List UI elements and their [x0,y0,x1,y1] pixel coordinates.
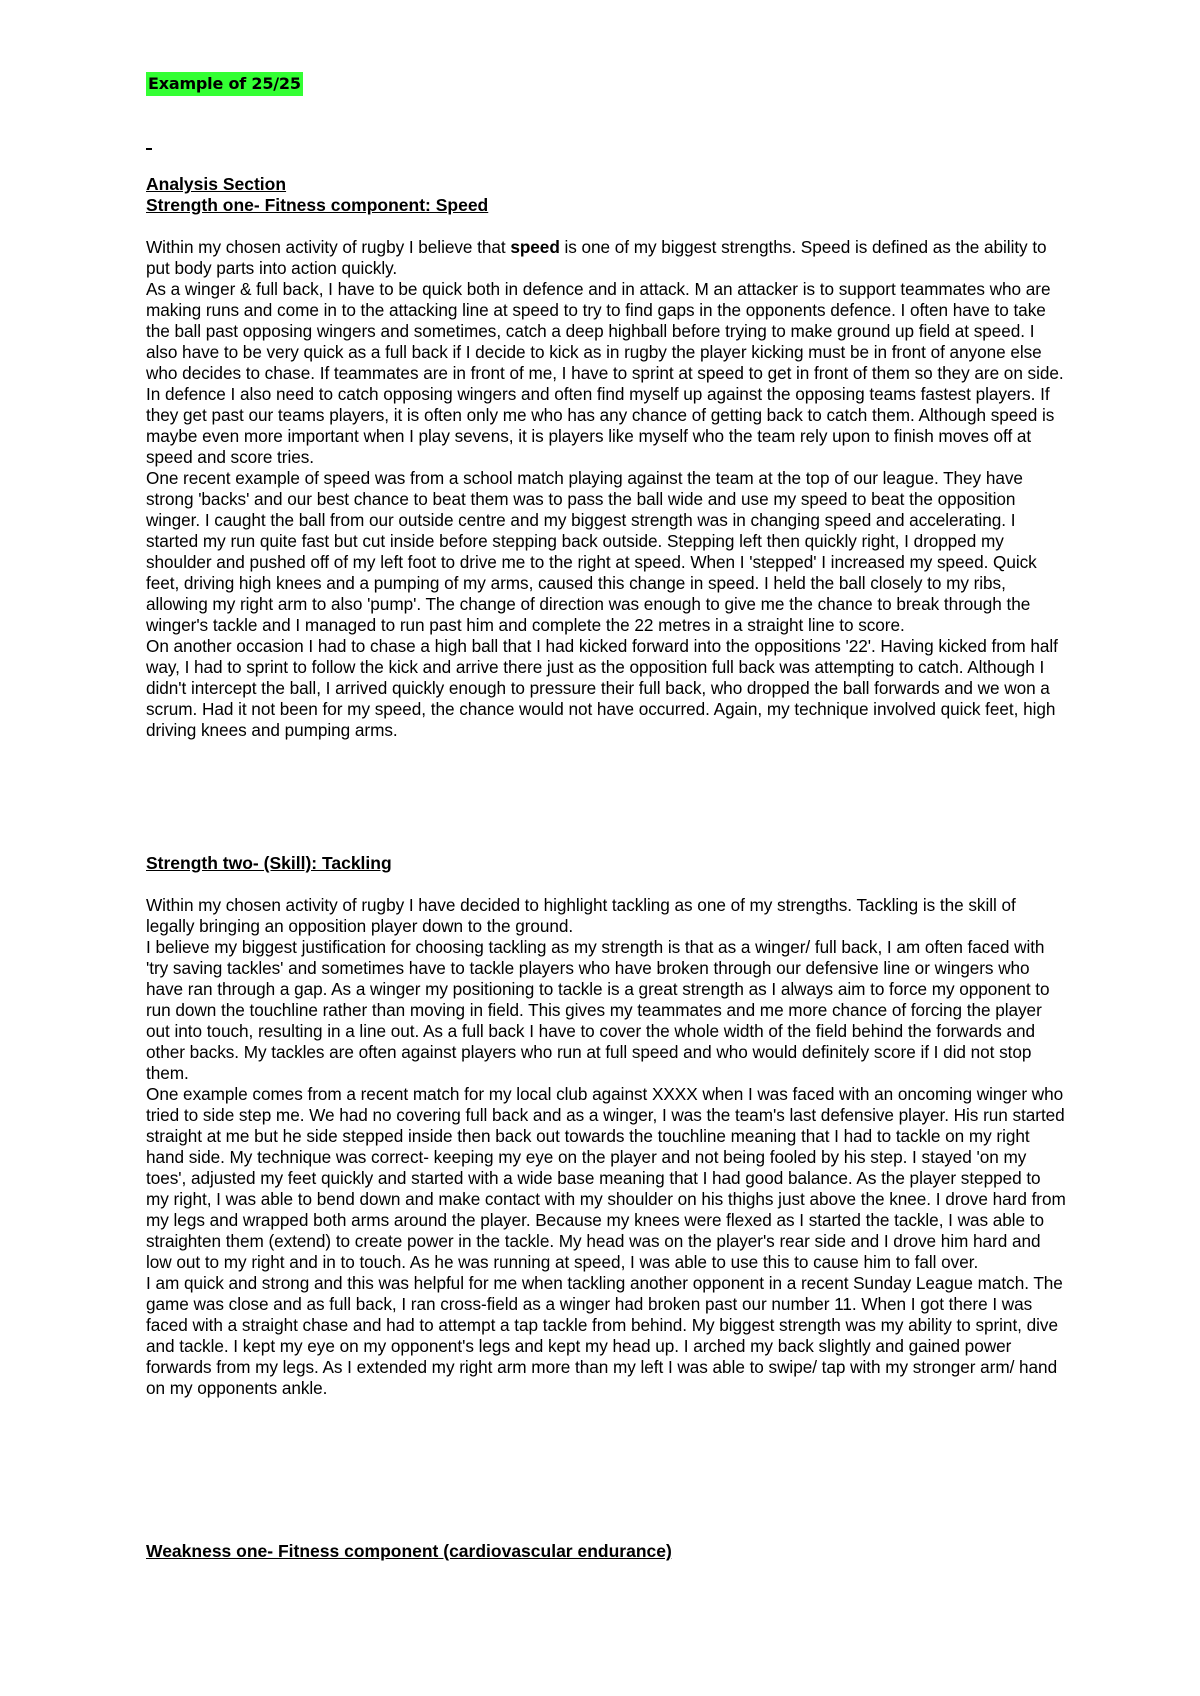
strength-one-paragraph: As a winger & full back, I have to be quick both in defence and in attack. M an attacker is to support teammates who are making runs and come in to the attacking line at speed to try to find gaps in the opponents defence. I often have to take the ball past opposing wingers and sometimes, catch a deep highball before trying to make ground up field at speed. I also have to be very quick as a full back if I decide to kick as in rugby the player kicking must be in front of anyone else who decides to chase. If teammates are in front of me, I have to sprint at speed to get in front of them so they are on side. In defence I also need to catch opposing wingers and often find myself up against the opposing teams fastest players. If they get past our teams players, it is often only me who has any chance of getting back to catch them. Although speed is maybe even more important when I play sevens, it is players like myself who the team rely upon to finish moves off at speed and score tries. [146,279,1064,467]
strength-two-section [146,853,1066,1399]
strength-two-paragraph: Within my chosen activity of rugby I have decided to highlight tackling as one of my strengths. Tackling is the skill of legally bringing an opposition player down to the ground. [146,895,1016,936]
analysis-section-title: Analysis Section [146,174,287,194]
strength-two-paragraph: I believe my biggest justification for choosing tackling as my strength is that as a winger/ full back, I am often faced with 'try saving tackles' and sometimes have to tackle players who have broken through our defensive line or wingers who have ran through a gap. As a winger my positioning to tackle is a great strength as I always aim to force my opponent to run down the touchline rather than moving in field. This gives my teammates and me more chance of forcing the player out into touch, resulting in a line out. As a full back I have to cover the whole width of the field behind the forwards and other backs. My tackles are often against players who run at full speed and who would definitely score if I did not stop them. [146,937,1050,1083]
strength-one-paragraph: One recent example of speed was from a school match playing against the team at the top of our league. They have strong 'backs' and our best chance to beat them was to pass the ball wide and use my speed to beat the opposition winger. I caught the ball from our outside centre and my biggest strength was in changing speed and accelerating. I started my run quite fast but cut inside before stepping back outside. Stepping left then quickly right, I dropped my shoulder and pushed off of my left foot to drive me to the right at speed. When I 'stepped' I increased my speed. Quick feet, driving high knees and a pumping of my arms, caused this change in speed. I held the ball closely to my ribs, allowing my right arm to also 'pump'. The change of direction was enough to give me the chance to break through the winger's tackle and I managed to run past him and complete the 22 metres in a straight line to score. [146,468,1037,635]
strength-two-paragraph: I am quick and strong and this was helpful for me when tackling another opponent in a recent Sunday League match. The game was close and as full back, I ran cross-field as a winger had broken past our number 11. When I got there I was faced with a straight chase and had to attempt a tap tackle from behind. My biggest strength was my ability to sprint, dive and tackle. I kept my eye on my opponent's legs and kept my head up. I arched my back slightly and gained power forwards from my legs. As I extended my right arm more than my left I was able to swipe/ tap with my stronger arm/ hand on my opponents ankle. [146,1273,1063,1398]
strength-two-paragraph: One example comes from a recent match for my local club against XXXX when I was faced with an oncoming winger who tried to side step me. We had no covering full back and as a winger, I was the team's last defensive player. His run started straight at me but he side stepped inside then back out towards the touchline meaning that I had to tackle on my right hand side. My technique was correct- keeping my eye on the player and not being fooled by his step. I stayed 'on my toes', adjusted my feet quickly and started with a wide base meaning that I had good balance. As the player stepped to my right, I was able to bend down and make contact with my shoulder on his thighs just above the knee. I drove hard from my legs and wrapped both arms around the player. Because my knees were flexed as I started the tackle, I was able to straighten them (extend) to create power in the tackle. My head was on the player's rear side and I drove him hard and low out to my right and in to touch. As he was running at speed, I was able to use this to cause him to fall over. [146,1084,1066,1272]
weakness-one-heading: Weakness one- Fitness component (cardiovascular endurance) [146,1541,672,1561]
strength-two-heading: Strength two- (Skill): Tackling [146,853,392,873]
grade-highlight-label: Example of 25/25 [146,72,303,96]
stray-underline-mark [146,148,152,150]
strength-one-intro [146,237,1066,279]
intro-text-start: Within my chosen activity of rugby I believe that [146,237,511,257]
strength-one-paragraph: On another occasion I had to chase a high ball that I had kicked forward into the oppositions '22'. Having kicked from half way, I had to sprint to follow the kick and arrive there just as the opposition full back was attempting to catch. Although I didn't intercept the ball, I arrived quickly enough to pressure their full back, who dropped the ball forwards and we won a scrum. Had it not been for my speed, the chance would not have occurred. Again, my technique involved quick feet, high driving knees and pumping arms. [146,636,1058,740]
strength-one-heading: Strength one- Fitness component: Speed [146,195,489,215]
intro-text-end: is one of my biggest strengths. Speed is defined as the ability to put body parts into action quickly. [146,237,1047,278]
strength-one-section [146,174,1066,741]
weakness-one-section [146,1541,1066,1562]
intro-keyword: speed [510,237,560,257]
